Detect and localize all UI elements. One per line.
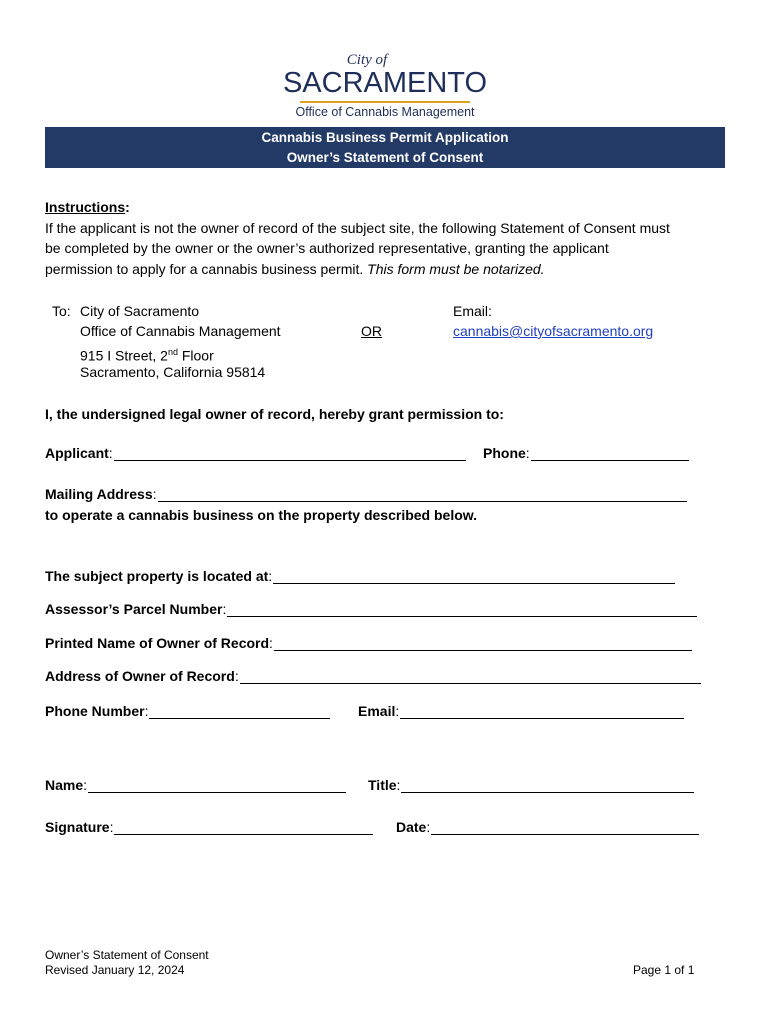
signature-label: Signature — [45, 819, 110, 835]
to-label: To: — [52, 303, 71, 319]
signer-name-field: Name : — [45, 777, 346, 793]
logo-office-name: Office of Cannabis Management — [295, 105, 475, 119]
banner-title: Cannabis Business Permit Application — [261, 129, 509, 145]
instructions-line-3-text: permission to apply for a cannabis business permit. — [45, 261, 364, 277]
mailing-address-field: Mailing Address : — [45, 486, 687, 502]
footer-doc-name: Owner’s Statement of Consent — [45, 948, 209, 962]
operate-statement: to operate a cannabis business on the property described below. — [45, 507, 478, 523]
owner-phone-label: Phone Number — [45, 703, 145, 719]
property-location-field: The subject property is located at : — [45, 568, 675, 584]
logo-rule — [300, 101, 470, 103]
title-banner — [45, 127, 725, 168]
instructions-line-1: If the applicant is not the owner of record of the subject site, the following Statement of Consent must — [45, 220, 670, 236]
instructions-line-2: be completed by the owner or the owner’s authorized representative, granting the applicant — [45, 240, 609, 256]
owner-email-field: Email : — [358, 703, 684, 719]
applicant-label: Applicant — [45, 445, 109, 461]
apn-field: Assessor’s Parcel Number : — [45, 601, 697, 617]
banner-subtitle: Owner’s Statement of Consent — [286, 149, 484, 165]
address-line-3-floor: Floor — [177, 347, 214, 364]
property-location-label: The subject property is located at — [45, 568, 269, 584]
owner-phone-field: Phone Number : — [45, 703, 330, 719]
instructions-heading-row: Instructions: — [45, 199, 130, 215]
printed-name-label: Printed Name of Owner of Record — [45, 635, 270, 651]
city-logo — [0, 52, 770, 120]
apn-input-line[interactable] — [227, 601, 697, 617]
mailing-address-label: Mailing Address — [45, 486, 153, 502]
address-line-3-street: 915 I Street, 2 — [80, 347, 168, 364]
owner-email-input-line[interactable] — [400, 703, 684, 719]
footer-page-number: Page 1 of 1 — [633, 963, 695, 977]
email-link[interactable]: cannabis@cityofsacramento.org — [453, 323, 654, 339]
footer-revised-date: Revised January 12, 2024 — [45, 963, 185, 977]
printed-name-input-line[interactable] — [274, 635, 692, 651]
applicant-input-line[interactable] — [114, 445, 466, 461]
printed-name-field: Printed Name of Owner of Record : — [45, 635, 692, 651]
instructions-heading: Instructions — [45, 199, 126, 215]
or-separator: OR — [361, 323, 382, 339]
mailing-address-input-line[interactable] — [158, 486, 687, 502]
signer-title-field: Title : — [368, 777, 694, 793]
instructions-line-3 — [45, 259, 545, 280]
signature-field: Signature : — [45, 819, 373, 835]
applicant-phone-field: Phone : — [483, 445, 689, 461]
signer-name-input-line[interactable] — [88, 777, 346, 793]
applicant-phone-input-line[interactable] — [531, 445, 689, 461]
logo-city-of: City of — [346, 52, 388, 68]
property-location-input-line[interactable] — [273, 568, 675, 584]
date-input-line[interactable] — [431, 819, 699, 835]
grant-statement: I, the undersigned legal owner of record, hereby grant permission to: — [45, 406, 504, 422]
owner-email-label: Email — [358, 703, 396, 719]
date-label: Date — [396, 819, 427, 835]
email-label: Email: — [453, 303, 492, 319]
signer-title-input-line[interactable] — [401, 777, 694, 793]
applicant-phone-label: Phone — [483, 445, 526, 461]
address-line-4: Sacramento, California 95814 — [80, 364, 266, 380]
owner-phone-input-line[interactable] — [149, 703, 330, 719]
owner-address-input-line[interactable] — [240, 668, 701, 684]
notarized-note: This form must be notarized. — [367, 261, 545, 277]
address-line-3-sup: nd — [167, 347, 178, 357]
address-line-2: Office of Cannabis Management — [80, 323, 281, 339]
date-field: Date : — [396, 819, 699, 835]
logo-city-name: SACRAMENTO — [282, 67, 488, 99]
signer-name-label: Name — [45, 777, 84, 793]
signer-title-label: Title — [368, 777, 397, 793]
address-line-1: City of Sacramento — [80, 303, 200, 319]
signature-input-line[interactable] — [114, 819, 373, 835]
owner-address-label: Address of Owner of Record — [45, 668, 235, 684]
owner-address-field: Address of Owner of Record : — [45, 668, 701, 684]
applicant-field: Applicant : — [45, 445, 466, 461]
apn-label: Assessor’s Parcel Number — [45, 601, 223, 617]
